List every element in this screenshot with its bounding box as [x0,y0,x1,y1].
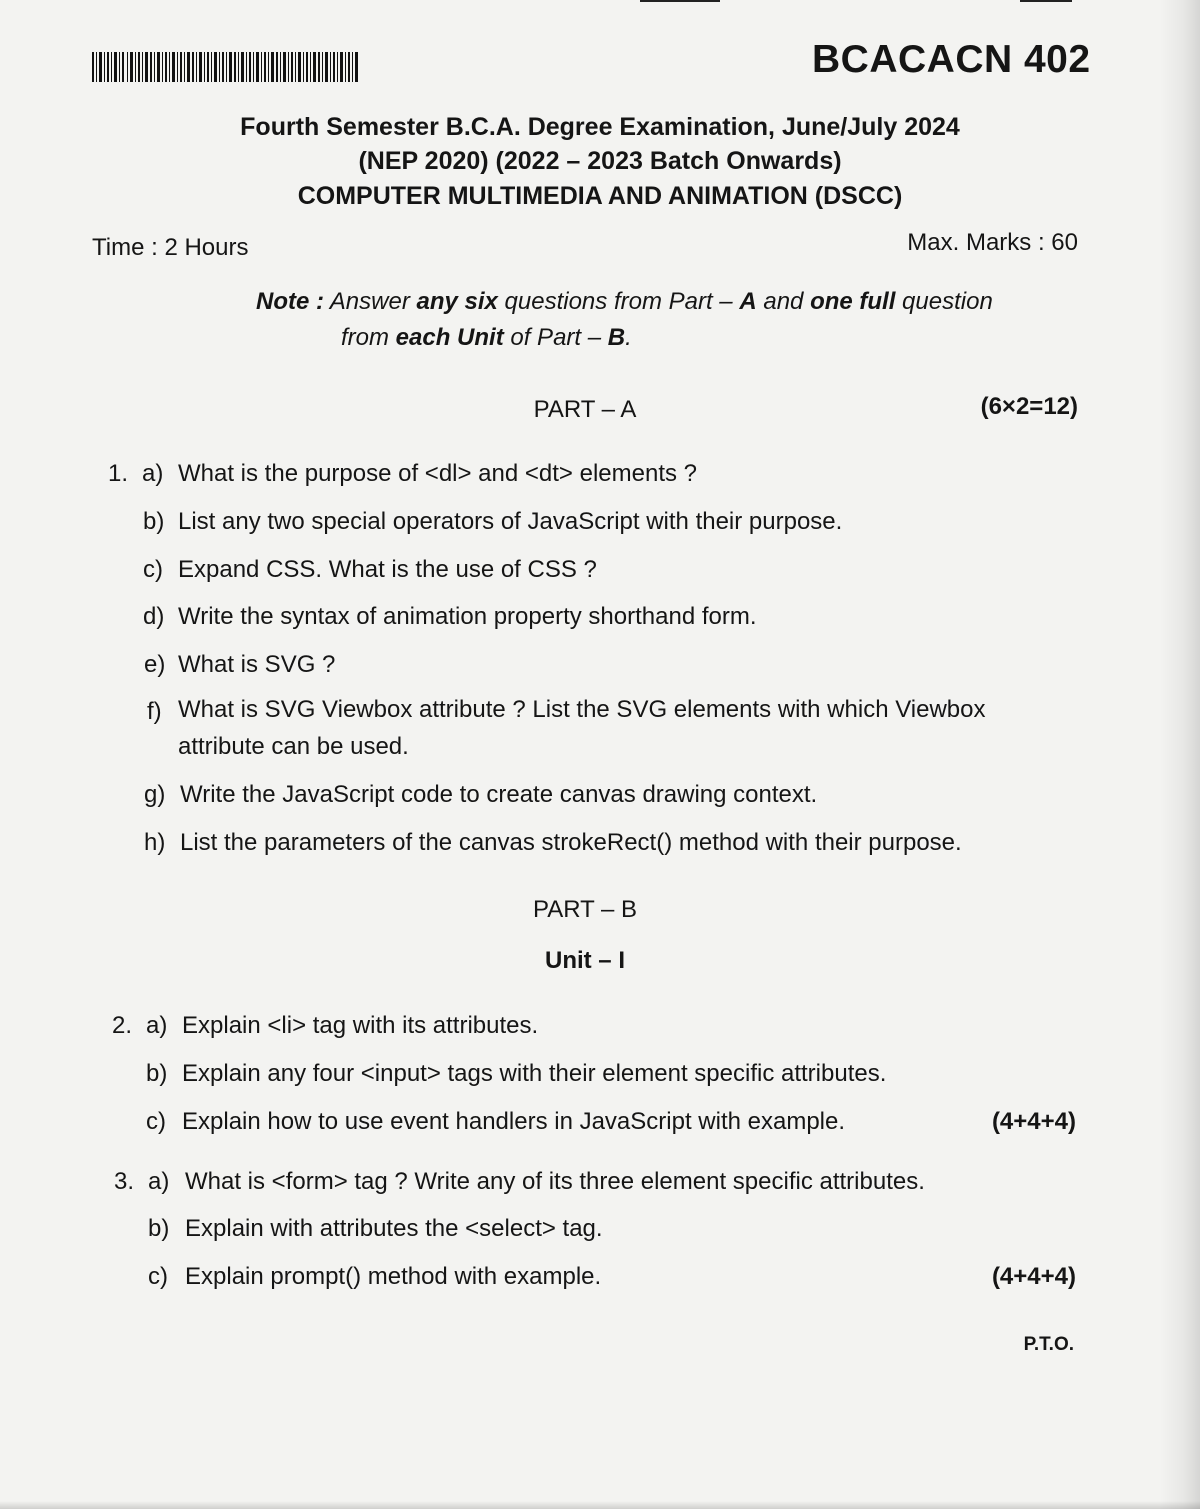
note-text: Answer [324,288,417,315]
question-label: c) [146,1108,166,1135]
question-text: Expand CSS. What is the use of CSS ? [178,556,597,583]
note-text: and [756,288,811,315]
instructions-note-line2 [341,324,632,352]
note-text: . [625,324,632,351]
question-text: Explain <li> tag with its attributes. [182,1012,539,1039]
scan-shadow [0,1501,1200,1509]
question-label: c) [148,1263,168,1290]
question-text: List the parameters of the canvas strokeRect() method with their purpose. [180,829,962,856]
question-label: e) [144,651,166,678]
note-emphasis: each Unit [395,324,504,351]
scan-shadow [1160,0,1200,1509]
question-text: What is the purpose of <dl> and <dt> elements ? [178,460,697,487]
time-allowed: Time : 2 Hours [92,234,249,261]
exam-title: Fourth Semester B.C.A. Degree Examination, June/July 2024 [240,113,960,141]
question-number: 3. [114,1168,135,1195]
question-text: Write the JavaScript code to create canvas drawing context. [180,781,818,808]
scan-artifact [1020,0,1072,2]
note-text: question [895,288,993,315]
question-label: a) [146,1012,168,1039]
question-label: f) [147,698,162,725]
instructions-note [256,288,993,316]
question-text: What is <form> tag ? Write any of its three element specific attributes. [185,1168,925,1195]
question-label: d) [143,603,165,630]
paper-code: BCACACN 402 [812,38,1091,81]
question-text: Write the syntax of animation property shorthand form. [178,603,757,630]
question-label: b) [143,508,165,535]
question-text: What is SVG ? [178,651,336,678]
question-text: Explain any four <input> tags with their element specific attributes. [182,1060,887,1087]
question-label: b) [146,1060,168,1087]
part-a-marks: (6×2=12) [980,393,1078,420]
question-label: a) [142,460,164,487]
part-b-heading: PART – B [532,896,638,923]
note-emphasis: one full [810,288,896,315]
note-emphasis: any six [416,288,498,315]
note-text: questions from Part – [497,288,740,315]
part-a-heading: PART – A [533,396,637,423]
note-emphasis: B [607,324,626,351]
question-number: 2. [112,1012,133,1039]
please-turn-over: P.T.O. [1023,1334,1074,1355]
question-label: c) [143,556,163,583]
question-label: a) [148,1168,170,1195]
max-marks: Max. Marks : 60 [907,229,1078,256]
subject-title: COMPUTER MULTIMEDIA AND ANIMATION (DSCC) [297,182,903,210]
question-text: List any two special operators of JavaScript with their purpose. [178,508,843,535]
question-marks: (4+4+4) [991,1263,1076,1290]
question-number: 1. [108,460,129,487]
question-label: b) [148,1215,170,1242]
scan-artifact [640,0,720,2]
note-emphasis: A [739,288,757,315]
note-label: Note : [256,288,324,315]
barcode [92,52,360,82]
question-text: Explain with attributes the <select> tag. [185,1215,603,1242]
question-marks: (4+4+4) [991,1108,1076,1135]
question-text: What is SVG Viewbox attribute ? List the SVG elements with which Viewbox attribute can be used. [178,696,986,760]
note-text: from [341,324,396,351]
question-label: g) [144,781,166,808]
question-text: Explain how to use event handlers in JavaScript with example. [182,1108,846,1135]
question-label: h) [144,829,166,856]
note-text: of Part – [503,324,608,351]
exam-scheme: (NEP 2020) (2022 – 2023 Batch Onwards) [358,147,842,175]
unit-heading: Unit – I [544,947,625,974]
question-text: Explain prompt() method with example. [185,1263,602,1290]
